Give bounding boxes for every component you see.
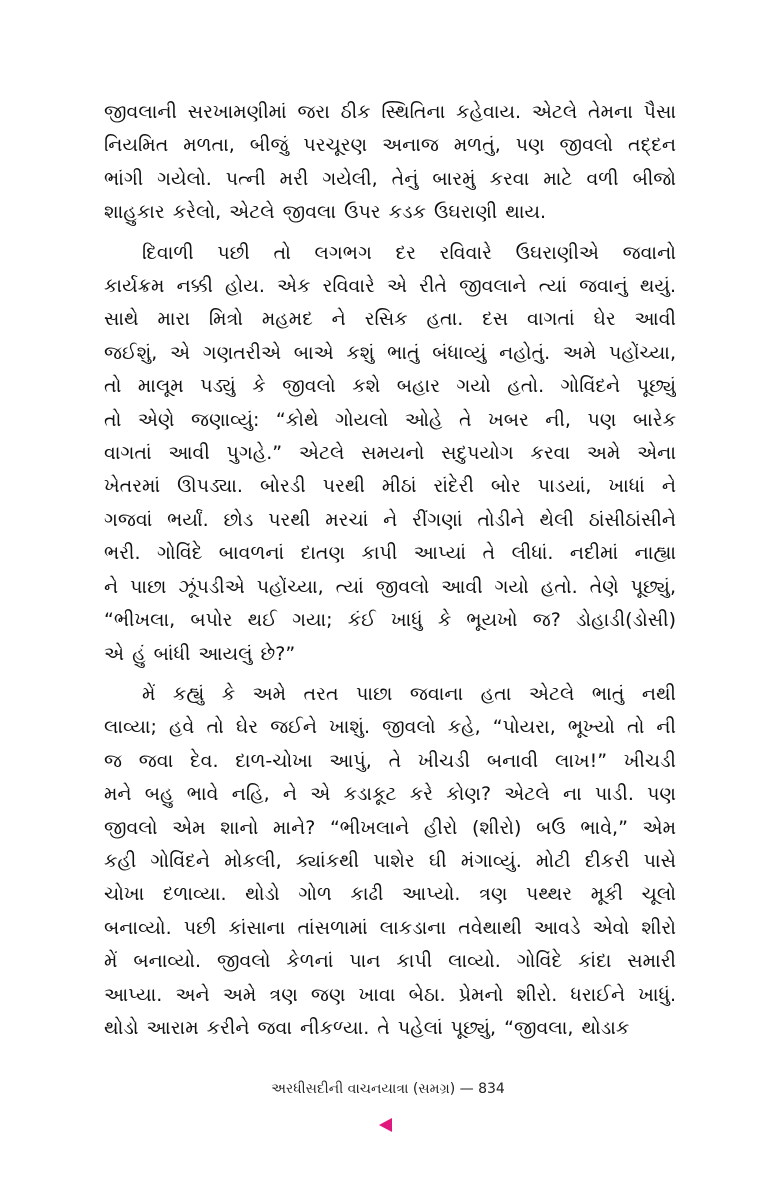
paragraph	[104, 96, 676, 230]
text-line: જીવલો એમ શાનો માને? “ભીખલાને હીરો (શીરો) બઉ ભાવે,” એમ	[104, 816, 676, 839]
text-line: કાર્યક્રમ નક્કી હોય. એક રવિવારે એ રીતે જીવલાને ત્યાં જવાનું થયું.	[104, 275, 676, 298]
text-line: એ હું બાંધી આયલું છે?”	[104, 642, 296, 665]
text-line: દિવાળી પછી તો લગભગ દર રવિવારે ઉઘરાણીએ જવાનો	[142, 241, 676, 264]
text-line: નિયમિત મળતા, બીજું પરચૂરણ અનાજ મળતું, પણ જીવલો તદ્દન	[104, 134, 676, 157]
paragraph	[104, 237, 676, 671]
page-body	[104, 96, 676, 1045]
text-line: કહી ગોવિંદને મોકલી, ક્યાંકથી પાશેર ઘી મંગાવ્યું. મોટી દીકરી પાસે	[104, 849, 676, 872]
text-line: લાવ્યા; હવે તો ઘેર જઈને ખાશું. જીવલો કહે, “પોયરા, ભૂખ્યો તો ની	[104, 716, 676, 739]
paragraph	[104, 678, 676, 1045]
text-line: ભાંગી ગયેલો. પત્ની મરી ગયેલી, તેનું બારમું કરવા માટે વળી બીજો	[104, 167, 676, 190]
text-line: ખેતરમાં ઊપડ્યા. બોરડી પરથી મીઠાં રાંદેરી બોર પાડયાં, ખાધાં ને	[104, 475, 676, 498]
text-line: મેં બનાવ્યો. જીવલો કેળનાં પાન કાપી લાવ્યો. ગોવિંદે કાંદા સમારી	[104, 950, 676, 973]
text-line: જઈશું, એ ગણતરીએ બાએ કશું ભાતું બંધાવ્યું નહોતું. અમે પહોંચ્યા,	[104, 341, 676, 364]
text-line: ગજવાં ભર્યાં. છોડ પરથી મરચાં ને રીંગણાં તોડીને થેલી ઠાંસીઠાંસીને	[104, 508, 676, 531]
text-line: મને બહુ ભાવે નહિ, ને એ કડાકૂટ કરે કોણ? એટલે ના પાડી. પણ	[104, 783, 676, 806]
text-line: જીવલાની સરખામણીમાં જરા ઠીક સ્થિતિના કહેવાય. એટલે તેમના પૈસા	[104, 101, 676, 123]
text-line: બનાવ્યો. પછી કાંસાના તાંસળામાં લાકડાના તવેથાથી આવડે એવો શીરો	[104, 916, 676, 939]
text-line: ચોખા દળાવ્યા. થોડો ગોળ કાઢી આપ્યો. ત્રણ પથ્થર મૂકી ચૂલો	[104, 883, 676, 906]
text-line: મેં કહ્યું કે અમે તરત પાછા જવાના હતા એટલે ભાતું નથી	[142, 682, 676, 705]
text-line: થોડો આરામ કરીને જવા નીકળ્યા. તે પહેલાં પૂછ્યું, “જીવલા, થોડાક	[104, 1016, 630, 1039]
text-line: “ભીખલા, બપોર થઈ ગયા; કંઈ ખાધું કે ભૂયખો જ? ડોહાડી(ડોસી)	[104, 609, 676, 632]
text-line: જ જવા દેવ. દાળ-ચોખા આપું, તે ખીચડી બનાવી લાખ!” ખીચડી	[104, 749, 676, 772]
text-line: તો માલૂમ પડ્યું કે જીવલો કશે બહાર ગયો હતો. ગોવિંદને પૂછ્યું	[104, 375, 676, 398]
text-line: સાથે મારા મિત્રો મહમદ ને રસિક હતા. દસ વાગતાં ઘેર આવી	[104, 308, 676, 331]
text-line: વાગતાં આવી પુગહે.” એટલે સમયનો સદુપયોગ કરવા અમે એના	[104, 442, 676, 465]
text-line: ભરી. ગોવિંદે બાવળનાં દાતણ કાપી આપ્યાં તે લીધાં. નદીમાં નાહ્યા	[104, 542, 676, 565]
text-line: ને પાછા ઝૂંપડીએ પહોંચ્યા, ત્યાં જીવલો આવી ગયો હતો. તેણે પૂછ્યું,	[104, 575, 676, 598]
text-line: શાહુકાર કરેલો, એટલે જીવલા ઉપર કડક ઉઘરાણી થાય.	[104, 201, 547, 224]
page-footer: અરધીસદીની વાચનયાત્રા (સમગ્ર) — 834	[271, 1081, 505, 1097]
previous-page-arrow-icon[interactable]	[379, 1118, 392, 1132]
text-line: આપ્યા. અને અમે ત્રણ જણ ખાવા બેઠા. પ્રેમનો શીરો. ધરાઈને ખાધું.	[104, 983, 676, 1006]
text-line: તો એણે જણાવ્યું: “કોથે ગોયલો ઓહે તે ખબર ની, પણ બારેક	[104, 408, 676, 431]
